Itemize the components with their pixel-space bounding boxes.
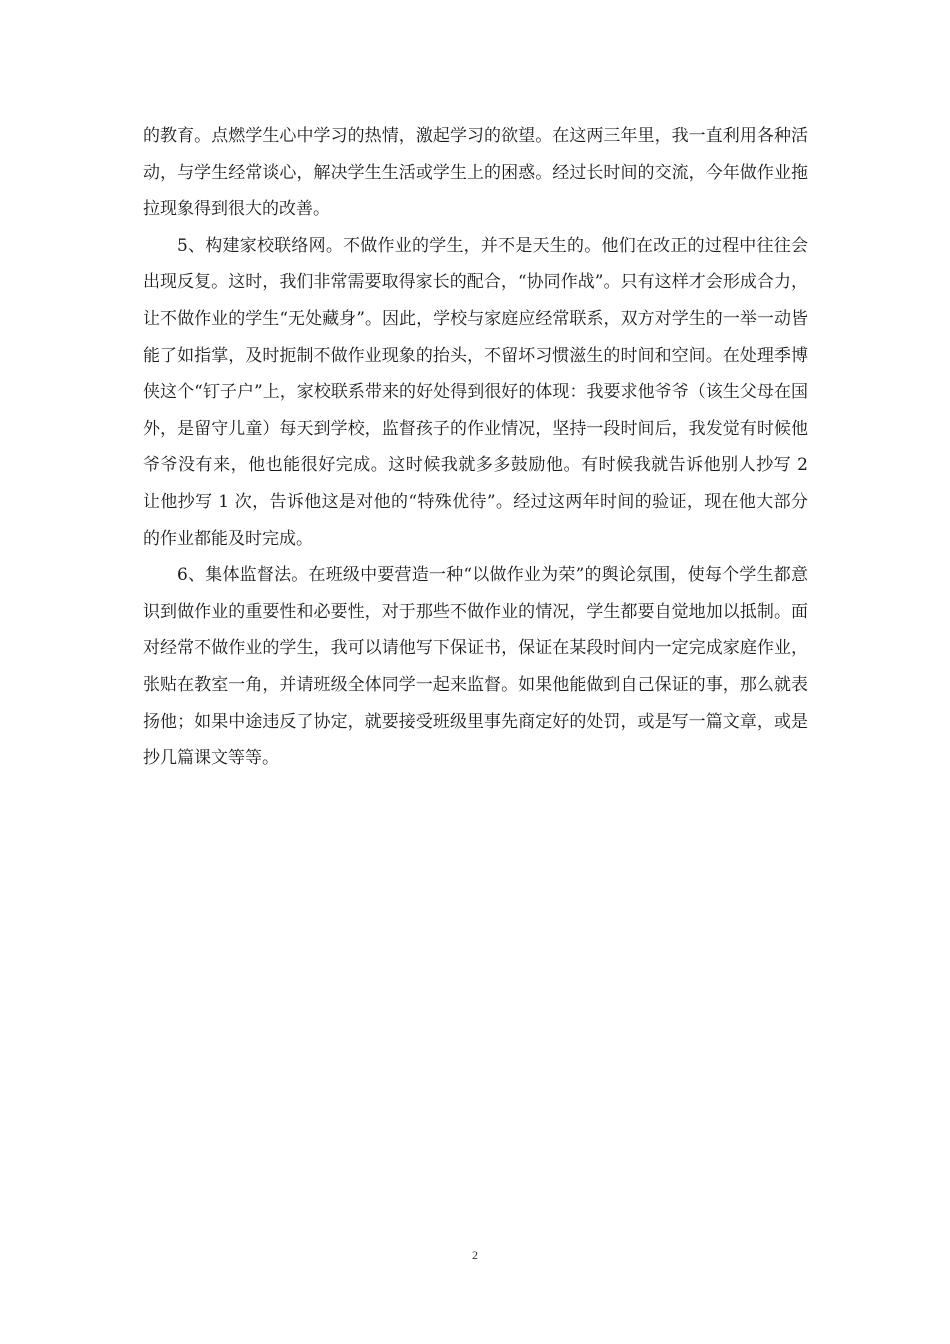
document-body [143, 118, 808, 777]
paragraph-continuation: 的教育。点燃学生心中学习的热情，激起学习的欲望。在这两三年里，我一直利用各种活动，与学生经常谈心，解决学生生活或学生上的困惑。经过长时间的交流，今年做作业拖拉现象得到很大的改善。 [143, 126, 808, 220]
paragraph-home-school-network: 5、构建家校联络网。不做作业的学生，并不是天生的。他们在改正的过程中往往会出现反复。这时，我们非常需要取得家长的配合，“协同作战”。只有这样才会形成合力，让不做作业的学生“无处藏身”。因此，学校与家庭应经常联系，双方对学生的一举一动皆能了如指掌，及时扼制不做作业现象的抬头，不留坏习惯滋生的时间和空间。在处理季博侠这个“钉子户”上，家校联系带来的好处得到很好的体现：我要求他爷爷（该生父母在国外，是留守儿童）每天到学校，监督孩子的作业情况，坚持一段时间后，我发觉有时候他爷爷没有来，他也能很好完成。这时候我就多多鼓励他。有时候我就告诉他别人抄写 2 让他抄写 1 次，告诉他这是对他的“特殊优待”。经过这两年时间的验证，现在他大部分的作业都能及时完成。 [143, 235, 808, 549]
paragraph-collective-supervision: 6、集体监督法。在班级中要营造一种“以做作业为荣”的舆论氛围，使每个学生都意识到做作业的重要性和必要性，对于那些不做作业的情况，学生都要自觉地加以抵制。面对经常不做作业的学生，我可以请他写下保证书，保证在某段时间内一定完成家庭作业，张贴在教室一角，并请班级全体同学一起来监督。如果他能做到自己保证的事，那么就表扬他；如果中途违反了协定，就要接受班级里事先商定好的处罚，或是写一篇文章，或是抄几篇课文等等。 [143, 565, 808, 769]
page-number: 2 [472, 1248, 478, 1262]
